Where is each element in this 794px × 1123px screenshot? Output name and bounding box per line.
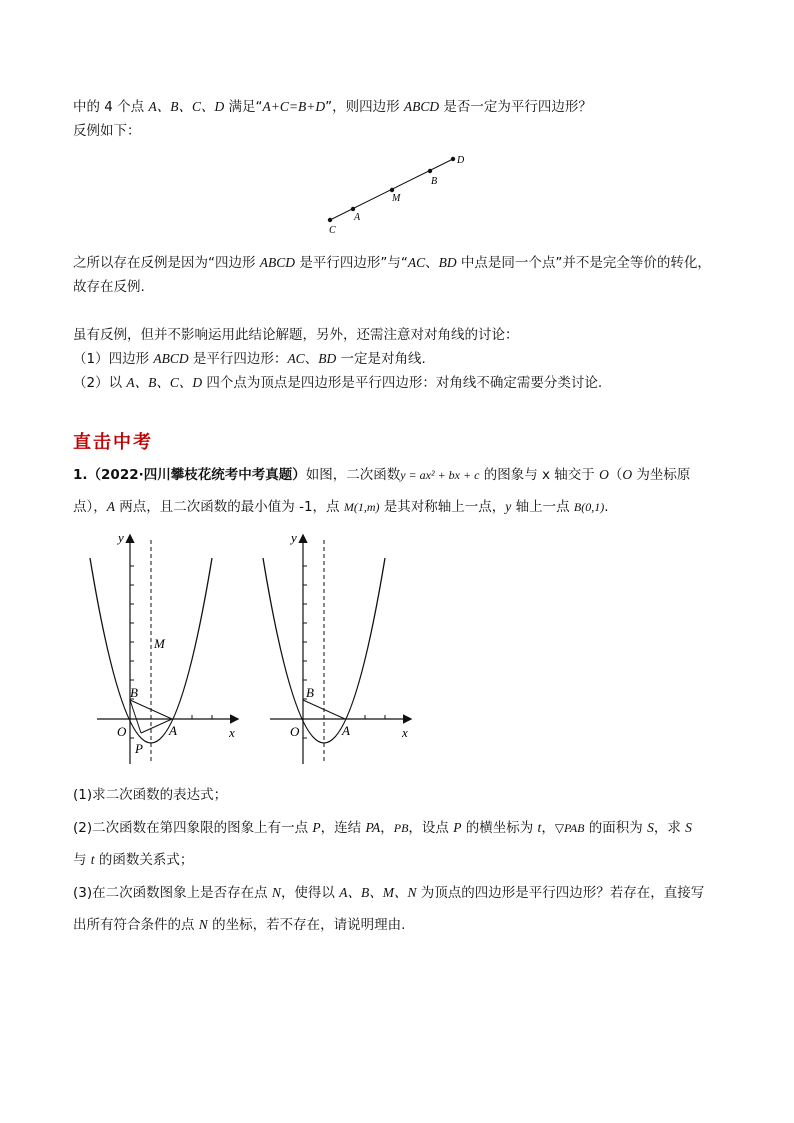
label-O: O bbox=[117, 724, 127, 739]
question-2-line-2 bbox=[73, 850, 193, 870]
point-M bbox=[390, 188, 394, 192]
text: 是其对称轴上一点， bbox=[379, 499, 506, 515]
text: 是否一定为平行四边形？ bbox=[439, 99, 592, 115]
variable: t bbox=[90, 852, 95, 867]
axis: y bbox=[505, 499, 512, 514]
label-M: M bbox=[392, 193, 401, 204]
text: 为顶点的四边形是平行四边形？若存在，直接写 bbox=[416, 885, 705, 901]
problem-line-1 bbox=[73, 465, 690, 485]
intro-line-2: 反例如下： bbox=[73, 123, 141, 139]
problem-line-2 bbox=[73, 497, 609, 517]
text: (3)在二次函数图象上是否存在点 bbox=[73, 885, 272, 901]
question-3-line-1 bbox=[73, 883, 704, 903]
label-A: A bbox=[354, 212, 361, 223]
point: N bbox=[271, 885, 281, 900]
text: 两点，且二次函数的最小值为 -1，点 bbox=[115, 499, 344, 515]
text: 、 bbox=[425, 255, 439, 271]
text: ，使得以 bbox=[280, 885, 340, 901]
text: 点）， bbox=[73, 499, 107, 515]
text: 的坐标，若不存在，请说明理由. bbox=[207, 917, 406, 933]
text: ”，则四边形 bbox=[325, 99, 404, 115]
text: 为坐标原 bbox=[632, 467, 691, 483]
label-B: B bbox=[306, 685, 314, 700]
explain-line-1 bbox=[73, 253, 711, 273]
text: ，连结 bbox=[320, 820, 366, 836]
label-B: B bbox=[130, 685, 138, 700]
text: 的图象与 x 轴交于 bbox=[479, 467, 600, 483]
text: （1）四边形 bbox=[73, 351, 154, 367]
parabola-graph-1 bbox=[85, 528, 250, 768]
notes-line-3 bbox=[73, 373, 602, 393]
formula: M(1,m) bbox=[343, 500, 380, 514]
label-x: x bbox=[402, 725, 408, 740]
formula: B(0,1) bbox=[573, 500, 605, 514]
notes-line-1: 虽有反例，但并不影响运用此结论解题，另外，还需注意对对角线的讨论： bbox=[73, 327, 519, 343]
label-y: y bbox=[118, 530, 124, 545]
variable: t bbox=[537, 820, 542, 835]
text: 的面积为 bbox=[584, 820, 648, 836]
text: ， bbox=[541, 820, 555, 836]
variable: S bbox=[685, 820, 692, 835]
label-D: D bbox=[457, 155, 465, 166]
segment: BD bbox=[438, 255, 457, 270]
label-x: x bbox=[229, 725, 235, 740]
text: ， bbox=[380, 820, 394, 836]
text: 与 bbox=[73, 852, 91, 868]
text: ，设点 bbox=[408, 820, 454, 836]
text: 是平行四边形： bbox=[188, 351, 288, 367]
quad-name: ABCD bbox=[259, 255, 296, 270]
point-list: A、B、C、D bbox=[126, 375, 203, 390]
point: N bbox=[198, 917, 208, 932]
problem-number: 1. bbox=[73, 467, 88, 483]
quad-name: ABCD bbox=[153, 351, 189, 366]
parabola-graph-2 bbox=[258, 528, 423, 768]
text: 的横坐标为 bbox=[461, 820, 538, 836]
text: 、 bbox=[304, 351, 319, 367]
point: P bbox=[312, 820, 321, 835]
text: 中点是同一个点”并不是完全等价的转化， bbox=[456, 255, 711, 271]
text: (2)二次函数在第四象限的图象上有一点 bbox=[73, 820, 313, 836]
text: 中的 4 个点 bbox=[73, 99, 149, 115]
counterexample-figure bbox=[300, 150, 500, 240]
label-O: O bbox=[290, 724, 300, 739]
point: A bbox=[106, 499, 115, 514]
triangle: ▽PAB bbox=[554, 821, 585, 835]
text: 轴上一点 bbox=[511, 499, 574, 515]
label-y: y bbox=[291, 530, 297, 545]
question-2-line-1 bbox=[73, 818, 692, 838]
segment: AC bbox=[287, 351, 305, 366]
text: ，求 bbox=[653, 820, 686, 836]
quad-name: ABCD bbox=[403, 99, 440, 114]
equation: A+C=B+D bbox=[262, 99, 326, 114]
intro-line-1 bbox=[73, 97, 592, 117]
label-B: B bbox=[431, 176, 438, 187]
label-M: M bbox=[154, 636, 165, 651]
point-A bbox=[351, 207, 355, 211]
label-A: A bbox=[169, 723, 177, 738]
point: O bbox=[622, 467, 633, 482]
text: 出所有符合条件的点 bbox=[73, 917, 199, 933]
point-C bbox=[328, 218, 332, 222]
question-1: (1)求二次函数的表达式； bbox=[73, 787, 228, 803]
point: O bbox=[599, 467, 609, 482]
section-title: 直击中考 bbox=[73, 432, 153, 453]
text: . bbox=[604, 499, 609, 515]
label-P: P bbox=[135, 741, 143, 756]
point-list: A、B、C、D bbox=[148, 99, 225, 114]
text: 之所以存在反例是因为“四边形 bbox=[73, 255, 260, 271]
notes-line-2 bbox=[73, 349, 426, 369]
point-B bbox=[428, 169, 432, 173]
point-list: A、B、M、N bbox=[339, 885, 417, 900]
text: 四个点为顶点是四边形是平行四边形：对角线不确定需要分类讨论. bbox=[202, 375, 603, 391]
point: P bbox=[453, 820, 462, 835]
label-A: A bbox=[342, 723, 350, 738]
segment: AC bbox=[407, 255, 426, 270]
explain-line-2: 故存在反例. bbox=[73, 279, 145, 295]
label-C: C bbox=[329, 225, 336, 236]
segment: BD bbox=[318, 351, 337, 366]
point-D bbox=[451, 157, 455, 161]
variable: S bbox=[647, 820, 654, 835]
segment: PA bbox=[365, 820, 381, 835]
text: 满足“ bbox=[224, 99, 263, 115]
text: 一定是对角线. bbox=[336, 351, 426, 367]
formula: y = ax² + bx + c bbox=[400, 468, 480, 482]
segment: PB bbox=[393, 821, 409, 835]
question-3-line-2 bbox=[73, 915, 405, 935]
problem-source: （2022·四川攀枝花统考中考真题） bbox=[87, 467, 306, 483]
text: （ bbox=[608, 467, 623, 483]
text: （2）以 bbox=[73, 375, 127, 391]
text: 如图，二次函数 bbox=[305, 467, 401, 483]
text: 的函数关系式； bbox=[94, 852, 194, 868]
text: 是平行四边形”与“ bbox=[295, 255, 408, 271]
